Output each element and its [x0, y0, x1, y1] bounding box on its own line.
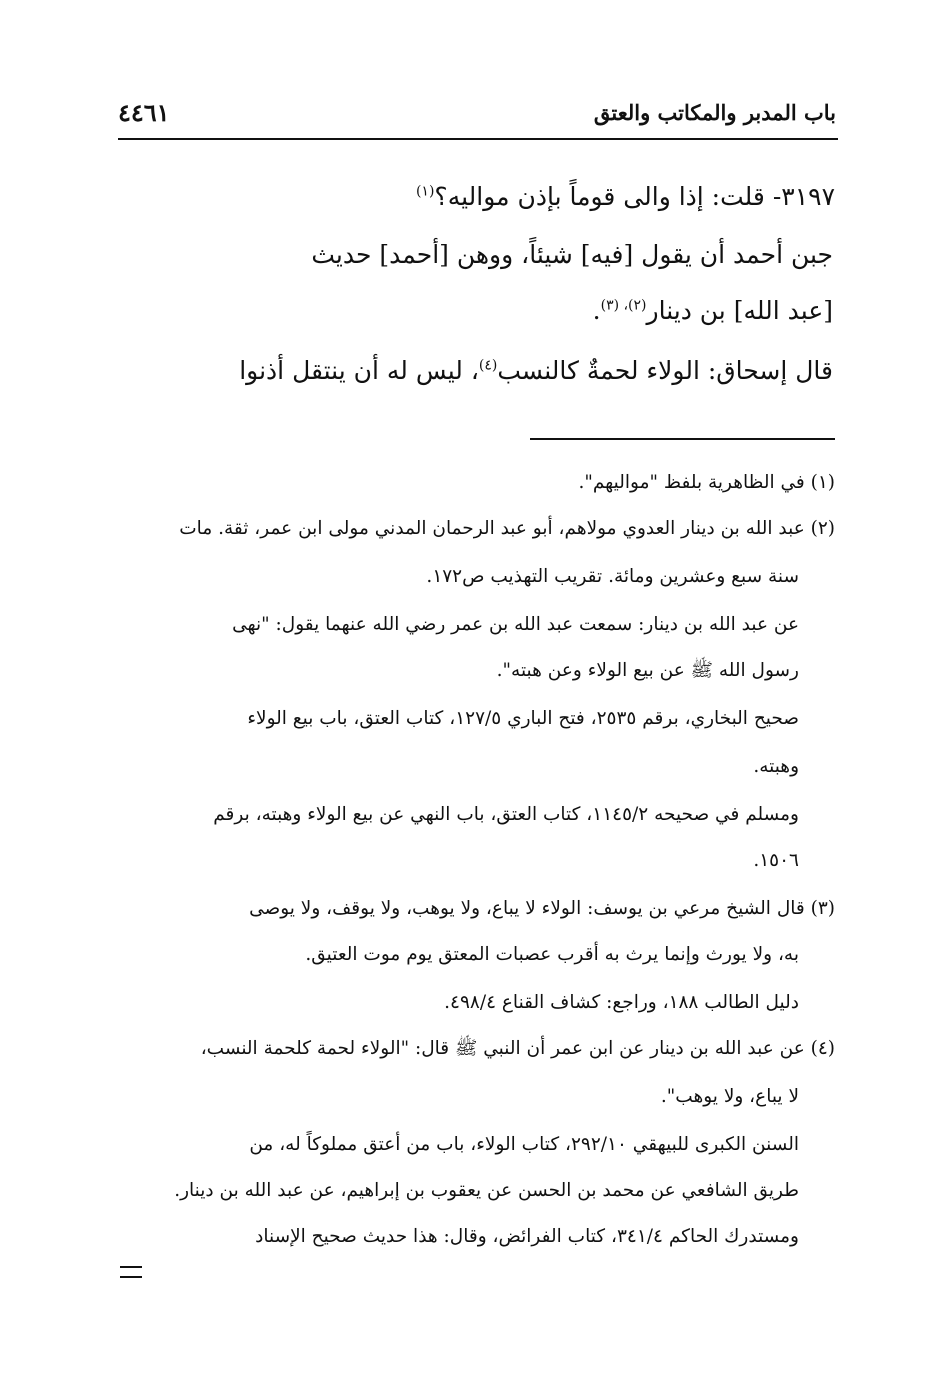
footnote-line: دليل الطالب ١٨٨، وراجع: كشاف القناع ٤٩٨/٤. [444, 992, 799, 1013]
footnote-ref-2-3: (٢)، (٣) [600, 297, 647, 314]
ishaq-line [239, 356, 833, 385]
footnote-2: (٢) عبد الله بن دينار العدوي مولاهم، أبو عبد الرحمان المدني مولى ابن عمر، ثقة. مات [179, 518, 835, 539]
footnote-line: السنن الكبرى للبيهقي ٢٩٢/١٠، كتاب الولاء، باب من أعتق مملوكاً له، من [249, 1134, 799, 1155]
ishaq-text: قال إسحاق: الولاء لحمةٌ كالنسب [497, 356, 833, 385]
footnote-line: صحيح البخاري، برقم ٢٥٣٥، فتح الباري ١٢٧/٥، كتاب العتق، باب بيع الولاء [247, 708, 799, 729]
question-line [416, 182, 835, 211]
footnote-ref-1: (١) [415, 183, 435, 200]
footnote-4: (٤) عن عبد الله بن دينار عن ابن عمر أن النبي ﷺ قال: "الولاء لحمة كلحمة النسب، [200, 1038, 835, 1059]
footnote-1: (١) في الظاهرية بلفظ "مواليهم". [578, 472, 835, 493]
page-number: ٤٤٦١ [118, 98, 170, 127]
chapter-title: باب المدبر والمكاتب والعتق [593, 100, 836, 125]
footnote-line: لا يباع، ولا يوهب". [660, 1086, 799, 1107]
answer-line-2-end: . [592, 296, 601, 325]
footnote-line: ومسلم في صحيحه ١١٤٥/٢، كتاب العتق، باب النهي عن بيع الولاء وهبته، برقم [213, 804, 799, 825]
footnote-line: به، ولا يورث وإنما يرث به أقرب عصبات المعتق يوم موت العتيق. [305, 944, 799, 965]
answer-line-1: جبن أحمد أن يقول [فيه] شيئاً، ووهن [أحمد] حديث [311, 240, 833, 269]
footnote-line: رسول الله ﷺ عن بيع الولاء وعن هبته". [496, 660, 799, 681]
header-divider [118, 138, 838, 140]
footnote-line: وهبته. [753, 756, 799, 777]
footnote-line: طريق الشافعي عن محمد بن الحسن عن يعقوب بن إبراهيم، عن عبد الله بن دينار. [174, 1180, 799, 1201]
answer-line-2-text: [عبد الله] بن دينار [646, 296, 833, 325]
footnote-line: عن عبد الله بن دينار: سمعت عبد الله بن عمر رضي الله عنهما يقول: "نهى [232, 614, 799, 635]
ishaq-tail: ، ليس له أن ينتقل أذنوا [239, 356, 479, 385]
footnote-line: ومستدرك الحاكم ٣٤١/٤، كتاب الفرائض، وقال: هذا حديث صحيح الإسناد [255, 1226, 799, 1247]
footnote-divider [530, 438, 835, 440]
footnote-line: ١٥٠٦. [753, 850, 799, 871]
running-header [118, 96, 836, 136]
continuation-mark [120, 1266, 142, 1278]
footnote-3: (٣) قال الشيخ مرعي بن يوسف: الولاء لا يباع، ولا يوهب، ولا يوقف، ولا يوصى [249, 898, 835, 919]
answer-line-2 [593, 296, 833, 325]
footnote-ref-4: (٤) [478, 357, 498, 374]
question-text: ٣١٩٧- قلت: إذا والى قوماً بإذن مواليه؟ [434, 182, 835, 211]
footnote-line: سنة سبع وعشرين ومائة. تقريب التهذيب ص١٧٢. [426, 566, 799, 587]
